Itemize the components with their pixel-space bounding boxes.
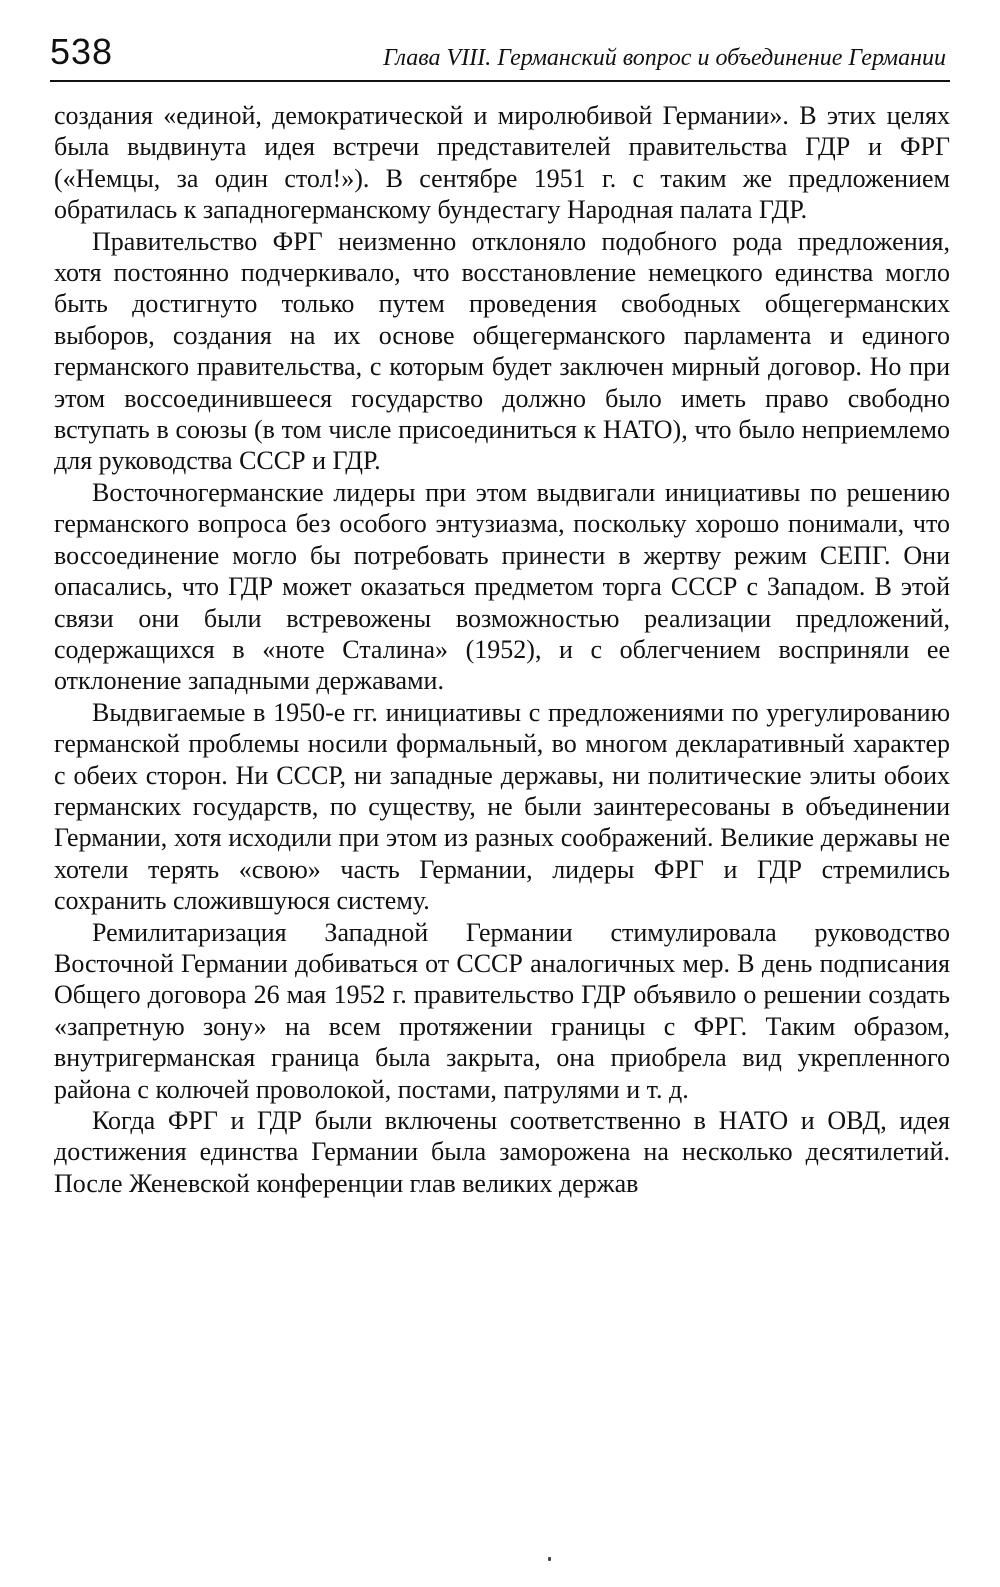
page-number: 538 bbox=[50, 31, 114, 72]
page-header bbox=[50, 30, 950, 80]
running-head: Глава VIII. Германский вопрос и объединение Германии bbox=[383, 45, 946, 71]
header-divider bbox=[50, 80, 950, 82]
paragraph-3: Восточногерманские лидеры при этом выдвигали инициативы по решению германского вопроса без особого энтузиазма, поскольку хорошо понимали, что воссоединение могло бы потребовать принести в жертву режим СЕПГ. Они опасались, что ГДР может оказаться предметом торга СССР с Западом. В этой связи они были встревожены возможностью реализации предложений, содержащихся в «ноте Сталина» (1952), и с облегчением восприняли ее отклонение западными державами. bbox=[54, 477, 950, 696]
paragraph-4: Выдвигаемые в 1950-е гг. инициативы с предложениями по урегулированию германской проблемы носили формальный, во многом декларативный характер с обеих сторон. Ни СССР, ни западные державы, ни политические элиты обоих германских государств, по существу, не были заинтересованы в объединении Германии, хотя исходили при этом из разных соображений. Великие державы не хотели терять «свою» часть Германии, лидеры ФРГ и ГДР стремились сохранить сложившуюся систему. bbox=[54, 697, 950, 916]
page-body bbox=[54, 100, 950, 1199]
paragraph-6: Когда ФРГ и ГДР были включены соответственно в НАТО и ОВД, идея достижения единства Германии была заморожена на несколько десятилетий. После Женевской конференции глав великих держав bbox=[54, 1106, 950, 1198]
paragraph-2: Правительство ФРГ неизменно отклоняло подобного рода предложения, хотя постоянно подчеркивало, что восстановление немецкого единства могло быть достигнуто только путем проведения свободных общегерманских выборов, создания на их основе общегерманского парламента и единого германского правительства, с которым будет заключен мирный договор. Но при этом воссоединившееся государство должно было иметь право свободно вступать в союзы (в том числе присоединиться к НАТО), что было неприемлемо для руководства СССР и ГДР. bbox=[54, 226, 950, 476]
paragraph-5: Ремилитаризация Западной Германии стимулировала руководство Восточной Германии добиваться от СССР аналогичных мер. В день подписания Общего договора 26 мая 1952 г. правительство ГДР объявило о решении создать «запретную зону» на всем протяжении границы с ФРГ. Таким образом, внутригерманская граница была закрыта, она приобрела вид укрепленного района с колючей проволокой, постами, патрулями и т. д. bbox=[54, 917, 950, 1104]
scan-speck bbox=[548, 1557, 551, 1561]
paragraph-1: создания «единой, демократической и миролюбивой Германии». В этих целях была выдвинута идея встречи представителей правительства ГДР и ФРГ («Немцы, за один стол!»). В сентябре 1951 г. с таким же предложением обратилась к западногерманскому бундестагу Народная палата ГДР. bbox=[54, 101, 950, 225]
